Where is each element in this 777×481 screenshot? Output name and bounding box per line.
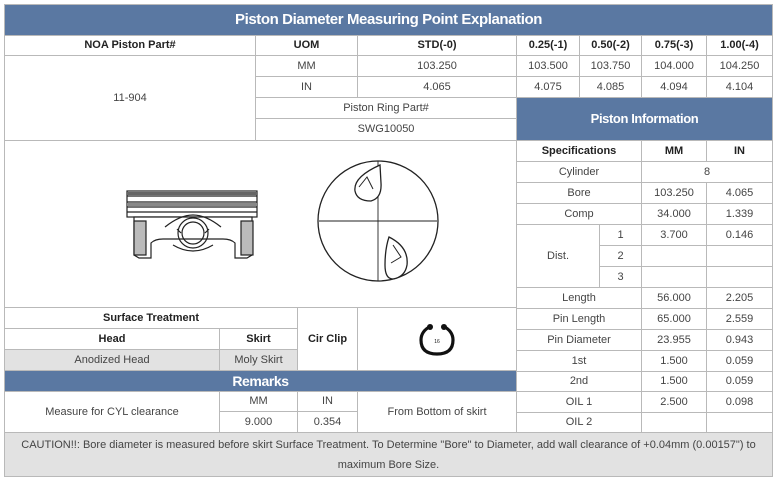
pin-diameter-mm: 23.955 <box>641 329 707 351</box>
dist-mm <box>641 245 707 267</box>
size-row-std: 4.065 <box>357 76 517 98</box>
oil2-label: OIL 2 <box>516 412 642 433</box>
caution-note: CAUTION!!: Bore diameter is measured before skirt Surface Treatment. To Determine "Bore" to Diameter, add wall clearance of +0.04mm (0.00157") to maximum Bore Size. <box>4 432 773 477</box>
size-row-os3: 4.094 <box>641 76 707 98</box>
bore-in: 4.065 <box>706 182 773 204</box>
pin-diameter-label: Pin Diameter <box>516 329 642 351</box>
ring-2nd-in: 0.059 <box>706 371 773 392</box>
oil1-in: 0.098 <box>706 391 773 413</box>
size-row-os3: 104.000 <box>641 55 707 77</box>
size-row-os4: 104.250 <box>706 55 773 77</box>
oversize1-column-header: 0.25(-1) <box>516 35 580 56</box>
part-number: 11-904 <box>4 55 256 141</box>
cylinder-value: 8 <box>641 161 773 183</box>
ring-part-label: Piston Ring Part# <box>255 97 517 119</box>
pin-length-mm: 65.000 <box>641 308 707 330</box>
uom-column-header: UOM <box>255 35 358 56</box>
circlip-icon <box>417 319 457 359</box>
dist-index: 3 <box>599 266 642 288</box>
oil1-label: OIL 1 <box>516 391 642 413</box>
piston-top-view-icon <box>318 161 438 281</box>
circlip-mark: 16 <box>434 339 440 345</box>
head-label: Head <box>4 328 220 350</box>
part-column-header: NOA Piston Part# <box>4 35 256 56</box>
ring-1st-label: 1st <box>516 350 642 372</box>
ring-1st-in: 0.059 <box>706 350 773 372</box>
in-header: IN <box>706 140 773 162</box>
pin-length-label: Pin Length <box>516 308 642 330</box>
ring-part-number: SWG10050 <box>255 118 517 141</box>
cir-clip-label: Cir Clip <box>297 307 358 371</box>
mm-header: MM <box>641 140 707 162</box>
size-row-os1: 4.075 <box>516 76 580 98</box>
oversize3-column-header: 0.75(-3) <box>641 35 707 56</box>
oil2-mm <box>641 412 707 433</box>
size-row-os4: 4.104 <box>706 76 773 98</box>
ring-2nd-label: 2nd <box>516 371 642 392</box>
head-treatment-value: Anodized Head <box>4 349 220 371</box>
std-column-header: STD(-0) <box>357 35 517 56</box>
dist-index: 2 <box>599 245 642 267</box>
remarks-title: Remarks <box>4 370 517 392</box>
dist-mm <box>641 266 707 288</box>
length-mm: 56.000 <box>641 287 707 309</box>
dist-index: 1 <box>599 224 642 246</box>
size-row-uom: MM <box>255 55 358 77</box>
oversize2-column-header: 0.50(-2) <box>579 35 642 56</box>
length-label: Length <box>516 287 642 309</box>
remarks-mm-value: 9.000 <box>219 411 298 433</box>
size-row-std: 103.250 <box>357 55 517 77</box>
oil1-mm: 2.500 <box>641 391 707 413</box>
dist-in: 0.146 <box>706 224 773 246</box>
ring-2nd-mm: 1.500 <box>641 371 707 392</box>
size-row-uom: IN <box>255 76 358 98</box>
pin-diameter-in: 0.943 <box>706 329 773 351</box>
piston-drawing-panel <box>4 140 517 308</box>
sheet-title: Piston Diameter Measuring Point Explanation <box>4 4 773 36</box>
remarks-measure-label: Measure for CYL clearance <box>4 391 220 433</box>
skirt-treatment-value: Moly Skirt <box>219 349 298 371</box>
piston-diagram <box>5 141 516 307</box>
size-row-os2: 4.085 <box>579 76 642 98</box>
length-in: 2.205 <box>706 287 773 309</box>
bore-label: Bore <box>516 182 642 204</box>
oversize4-column-header: 1.00(-4) <box>706 35 773 56</box>
pin-length-in: 2.559 <box>706 308 773 330</box>
cylinder-label: Cylinder <box>516 161 642 183</box>
ring-1st-mm: 1.500 <box>641 350 707 372</box>
dist-mm: 3.700 <box>641 224 707 246</box>
skirt-label: Skirt <box>219 328 298 350</box>
spec-header: Specifications <box>516 140 642 162</box>
dist-in <box>706 245 773 267</box>
comp-in: 1.339 <box>706 203 773 225</box>
size-row-os2: 103.750 <box>579 55 642 77</box>
surface-treatment-title: Surface Treatment <box>4 307 298 329</box>
piston-info-title: Piston Information <box>516 97 773 141</box>
remarks-from-label: From Bottom of skirt <box>357 391 517 433</box>
bore-mm: 103.250 <box>641 182 707 204</box>
cir-clip-panel <box>357 307 517 371</box>
remarks-in-value: 0.354 <box>297 411 358 433</box>
dist-label: Dist. <box>516 224 600 288</box>
comp-mm: 34.000 <box>641 203 707 225</box>
remarks-in-label: IN <box>297 391 358 412</box>
piston-side-view-icon <box>127 191 257 258</box>
size-row-os1: 103.500 <box>516 55 580 77</box>
oil2-in <box>706 412 773 433</box>
comp-label: Comp <box>516 203 642 225</box>
dist-in <box>706 266 773 288</box>
remarks-mm-label: MM <box>219 391 298 412</box>
